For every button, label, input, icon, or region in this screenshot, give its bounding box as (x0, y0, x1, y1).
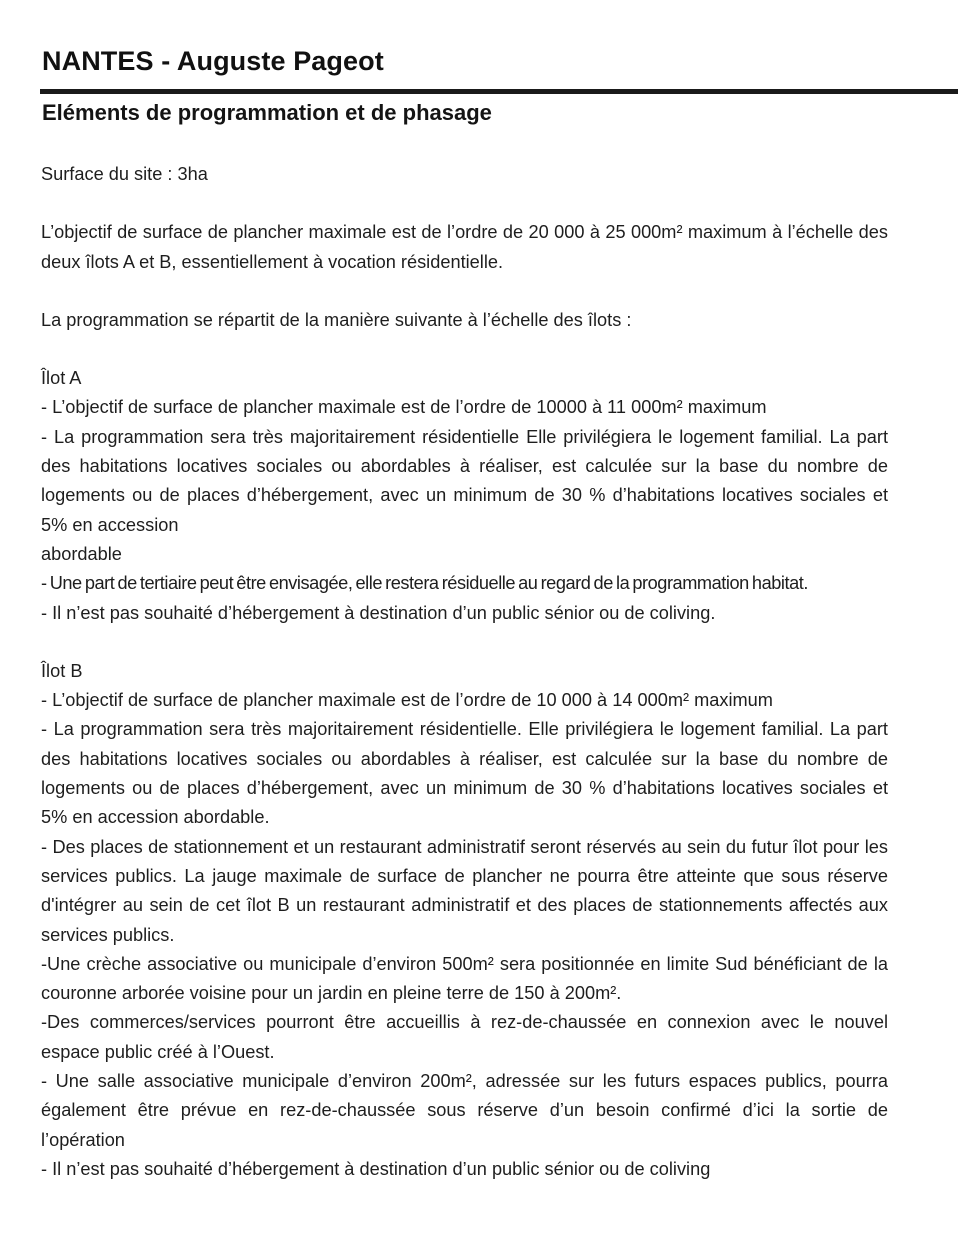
document-body (41, 160, 888, 1184)
ilot-a-item: - L’objectif de surface de plancher maximale est de l’ordre de 10000 à 11 000m² maximum (41, 397, 767, 418)
repartition-paragraph: La programmation se répartit de la manière suivante à l’échelle des îlots : (41, 309, 632, 330)
site-surface: Surface du site : 3ha (41, 164, 208, 184)
page-title: NANTES - Auguste Pageot (42, 46, 384, 76)
ilot-a-heading: Îlot A (41, 368, 82, 389)
spacer (41, 335, 888, 364)
ilot-b-item: - La programmation sera très majoritairement résidentielle. Elle privilégiera le logement familial. La part des habitations locatives sociales ou abordables à réaliser, est calculée sur la base du nombre de logements ou de places d’hébergement, avec un minimum de 30 % d’habitations locatives sociales et 5% en accession abordable. (41, 719, 888, 828)
ilot-b-item: -Des commerces/services pourront être accueillis à rez-de-chaussée en connexion avec le nouvel espace public créé à l’Ouest. (41, 1012, 888, 1062)
objective-paragraph: L’objectif de surface de plancher maximale est de l’ordre de 20 000 à 25 000m² maximum à l’échelle des deux îlots A et B, essentiellement à vocation résidentielle. (41, 222, 888, 272)
ilot-b-item: - L’objectif de surface de plancher maximale est de l’ordre de 10 000 à 14 000m² maximum (41, 690, 773, 711)
ilot-b-item: -Une crèche associative ou municipale d’environ 500m² sera positionnée en limite Sud bénéficiant de la couronne arborée voisine pour un jardin en pleine terre de 150 à 200m². (41, 953, 888, 1004)
spacer (41, 277, 888, 306)
ilot-a-item: abordable (41, 543, 122, 564)
title-divider (40, 89, 958, 94)
ilot-a-item: - La programmation sera très majoritairement résidentielle Elle privilégiera le logement familial. La part des habitations locatives sociales ou abordables à réaliser, est calculée sur la base du nombre de logements ou de places d’hébergement, avec un minimum de 30 % d’habitations locatives sociales et 5% en accession (41, 426, 888, 535)
spacer (41, 189, 888, 218)
ilot-a-item: - Une part de tertiaire peut être envisagée, elle restera résiduelle au regard de la programmation habitat. (41, 573, 808, 594)
ilot-b-item: - Des places de stationnement et un restaurant administratif seront réservés au sein du futur îlot pour les services publics. La jauge maximale de surface de plancher ne pourra être atteinte que sous réserve d'intégrer au sein de cet îlot B un restaurant administratif et des places de stationnements affectés aux services publics. (41, 836, 888, 945)
ilot-b-item: - Il n’est pas souhaité d’hébergement à destination d’un public sénior ou de coliving (41, 1158, 711, 1179)
ilot-b-item: - Une salle associative municipale d’environ 200m², adressée sur les futurs espaces publics, pourra également être prévue en rez-de-chaussée sous réserve d’un besoin confirmé d’ici la sortie de l’opération (41, 1071, 888, 1150)
ilot-a-section (41, 364, 888, 628)
spacer (41, 628, 888, 657)
ilot-b-section (41, 657, 888, 1184)
ilot-b-heading: Îlot B (41, 660, 83, 681)
ilot-a-item: - Il n’est pas souhaité d’hébergement à destination d’un public sénior ou de coliving. (41, 602, 716, 623)
section-subtitle: Eléments de programmation et de phasage (42, 100, 492, 125)
